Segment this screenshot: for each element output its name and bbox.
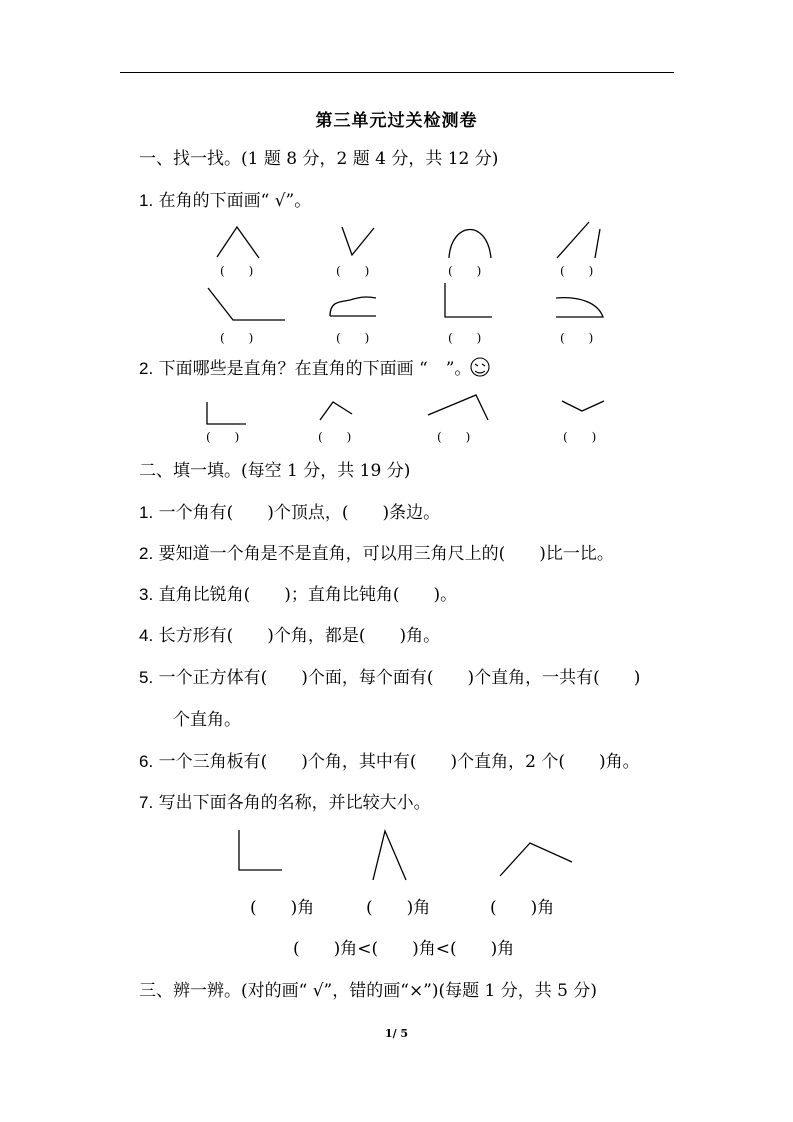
angle-name-blank[interactable]: ( )角 — [366, 898, 431, 918]
question-2-6 — [139, 752, 640, 772]
figure-curve-8 — [556, 298, 603, 317]
page-number: 1/ 5 — [384, 1027, 409, 1040]
question-number: 1. — [139, 503, 154, 522]
answer-blank[interactable]: ( ) — [220, 331, 254, 345]
answer-blank[interactable]: ( ) — [437, 430, 471, 444]
figure-q7-right-angle — [239, 830, 282, 870]
figure-lines-4a — [557, 222, 589, 258]
question-2-3 — [139, 585, 457, 605]
question-number: 7. — [139, 793, 154, 812]
answer-blank[interactable]: ( ) — [448, 331, 482, 345]
answer-blank[interactable]: ( ) — [448, 264, 482, 278]
answer-blank[interactable]: ( ) — [336, 331, 370, 345]
answer-blank[interactable]: ( ) — [336, 264, 370, 278]
question-text-end: ”。 — [445, 359, 472, 379]
question-2-2 — [139, 544, 614, 564]
question-text: 直角比锐角( )；直角比钝角( )。 — [158, 585, 458, 605]
answer-blank[interactable]: ( ) — [560, 264, 594, 278]
question-2-4 — [139, 626, 440, 646]
figure-obtuse-angle — [428, 395, 488, 420]
question-number: 4. — [139, 626, 154, 645]
question-text: 下面哪些是直角？在直角的下面画 “ — [158, 359, 428, 379]
question-number: 6. — [139, 752, 154, 771]
angle-name-blank[interactable]: ( )角 — [490, 898, 555, 918]
figure-angle-2 — [342, 227, 374, 255]
figure-v-angle — [562, 401, 604, 411]
angle-compare-blank[interactable]: ( )角<( )角<( )角 — [293, 939, 515, 959]
figure-lines-4b — [595, 229, 600, 258]
question-text: 一个角有( )个顶点，( )条边。 — [158, 503, 441, 523]
angle-name-blank[interactable]: ( )角 — [250, 898, 315, 918]
question-2-5 — [139, 668, 640, 688]
page-title: 第三单元过关检测卷 — [315, 111, 478, 131]
question-number: 3. — [139, 585, 154, 604]
question-number: 5. — [139, 668, 154, 687]
figure-angle-1 — [217, 227, 259, 258]
answer-blank[interactable]: ( ) — [220, 264, 254, 278]
figure-curve-6 — [330, 297, 376, 316]
question-2-7 — [139, 793, 431, 813]
answer-blank[interactable]: ( ) — [560, 331, 594, 345]
answer-blank[interactable]: ( ) — [318, 430, 352, 444]
figure-curve-3 — [449, 229, 491, 258]
question-2-1 — [139, 503, 440, 523]
section1-heading: 一、找一找。(1 题 8 分，2 题 4 分，共 12 分) — [139, 149, 499, 169]
question-number: 2. — [139, 544, 154, 563]
question-1-2 — [139, 359, 471, 379]
question-text: 写出下面各角的名称，并比较大小。 — [158, 793, 431, 813]
figure-q7-acute-angle — [373, 831, 406, 880]
question-number: 1. — [139, 191, 154, 210]
question-text: 一个三角板有( )个角，其中有( )个直角，2 个( )角。 — [158, 752, 640, 772]
question-text: 长方形有( )个角，都是( )角。 — [158, 626, 441, 646]
figure-right-angle — [207, 402, 246, 424]
question-text: 一个正方体有( )个面，每个面有( )个直角，一共有( ) — [158, 668, 641, 688]
section3-heading: 三、辨一辨。(对的画“ √”，错的画“×”)(每题 1 分，共 5 分) — [139, 981, 598, 1001]
figure-q7-obtuse-angle — [500, 843, 572, 876]
smiley-face-icon — [471, 358, 489, 376]
question-2-5-cont: 个直角。 — [173, 710, 241, 730]
answer-blank[interactable]: ( ) — [206, 430, 240, 444]
figure-angle-5 — [208, 288, 285, 320]
question-number: 2. — [139, 359, 154, 378]
section2-heading: 二、填一填。(每空 1 分，共 19 分) — [139, 461, 411, 481]
question-text: 要知道一个角是不是直角，可以用三角尺上的( )比一比。 — [158, 544, 614, 564]
answer-blank[interactable]: ( ) — [563, 430, 597, 444]
question-text: 在角的下面画“ √”。 — [158, 191, 312, 211]
figure-acute-angle — [320, 402, 352, 420]
figure-angle-7 — [445, 283, 492, 317]
